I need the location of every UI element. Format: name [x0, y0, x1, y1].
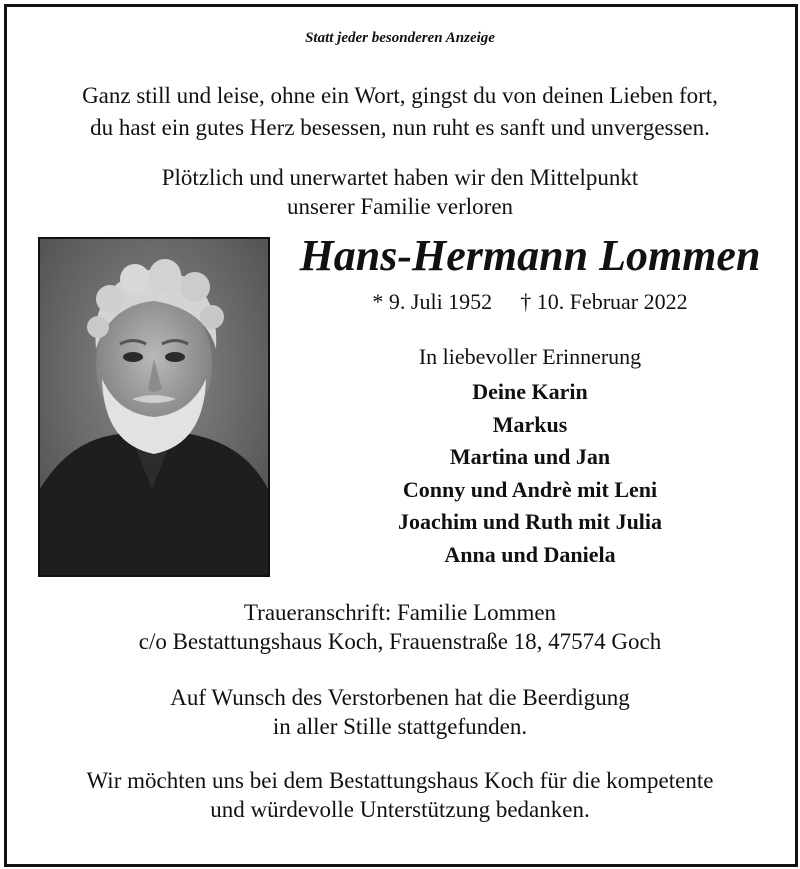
- address-line: c/o Bestattungshaus Koch, Frauenstraße 18, 47574 Goch: [138, 629, 662, 654]
- mourner-name: Deine Karin: [472, 379, 588, 404]
- intro-text: [0, 163, 800, 221]
- mourner-name: Joachim und Ruth mit Julia: [397, 509, 663, 534]
- mourner-name: Martina und Jan: [449, 444, 611, 469]
- burial-note: [0, 683, 800, 741]
- portrait-illustration: [40, 239, 268, 575]
- intro-line: Plötzlich und unerwartet haben wir den Mittelpunkt: [161, 165, 639, 190]
- mourner-name: Conny und Andrè mit Leni: [402, 476, 658, 502]
- mourner-name: Anna und Daniela: [444, 541, 616, 567]
- mourning-address: [0, 598, 800, 656]
- burial-line: Auf Wunsch des Verstorbenen hat die Beerdigung: [170, 685, 630, 710]
- death-date: † 10. Februar 2022: [520, 289, 688, 314]
- life-dates: [278, 288, 782, 316]
- address-line: Traueranschrift: Familie Lommen: [243, 600, 557, 625]
- portrait-photo: [38, 237, 270, 577]
- burial-line: in aller Stille stattgefunden.: [272, 714, 528, 739]
- remembrance-line: In liebevoller Erinnerung: [418, 344, 642, 369]
- thanks-note: [0, 766, 800, 824]
- verse: [0, 80, 800, 144]
- deceased-name: Hans-Hermann Lommen: [299, 231, 761, 280]
- mourners-list: [278, 376, 782, 571]
- preheader: Statt jeder besonderen Anzeige: [305, 30, 495, 46]
- thanks-line: und würdevolle Unterstützung bedanken.: [210, 797, 590, 822]
- mourner-name: Markus: [492, 411, 568, 437]
- thanks-line: Wir möchten uns bei dem Bestattungshaus Koch für die kompetente: [86, 768, 714, 793]
- birth-date: * 9. Juli 1952: [372, 289, 493, 314]
- intro-line: unserer Familie verloren: [286, 194, 514, 219]
- verse-line: du hast ein gutes Herz besessen, nun ruht es sanft und unvergessen.: [90, 115, 710, 140]
- verse-line: Ganz still und leise, ohne ein Wort, gingst du von deinen Lieben fort,: [82, 83, 718, 108]
